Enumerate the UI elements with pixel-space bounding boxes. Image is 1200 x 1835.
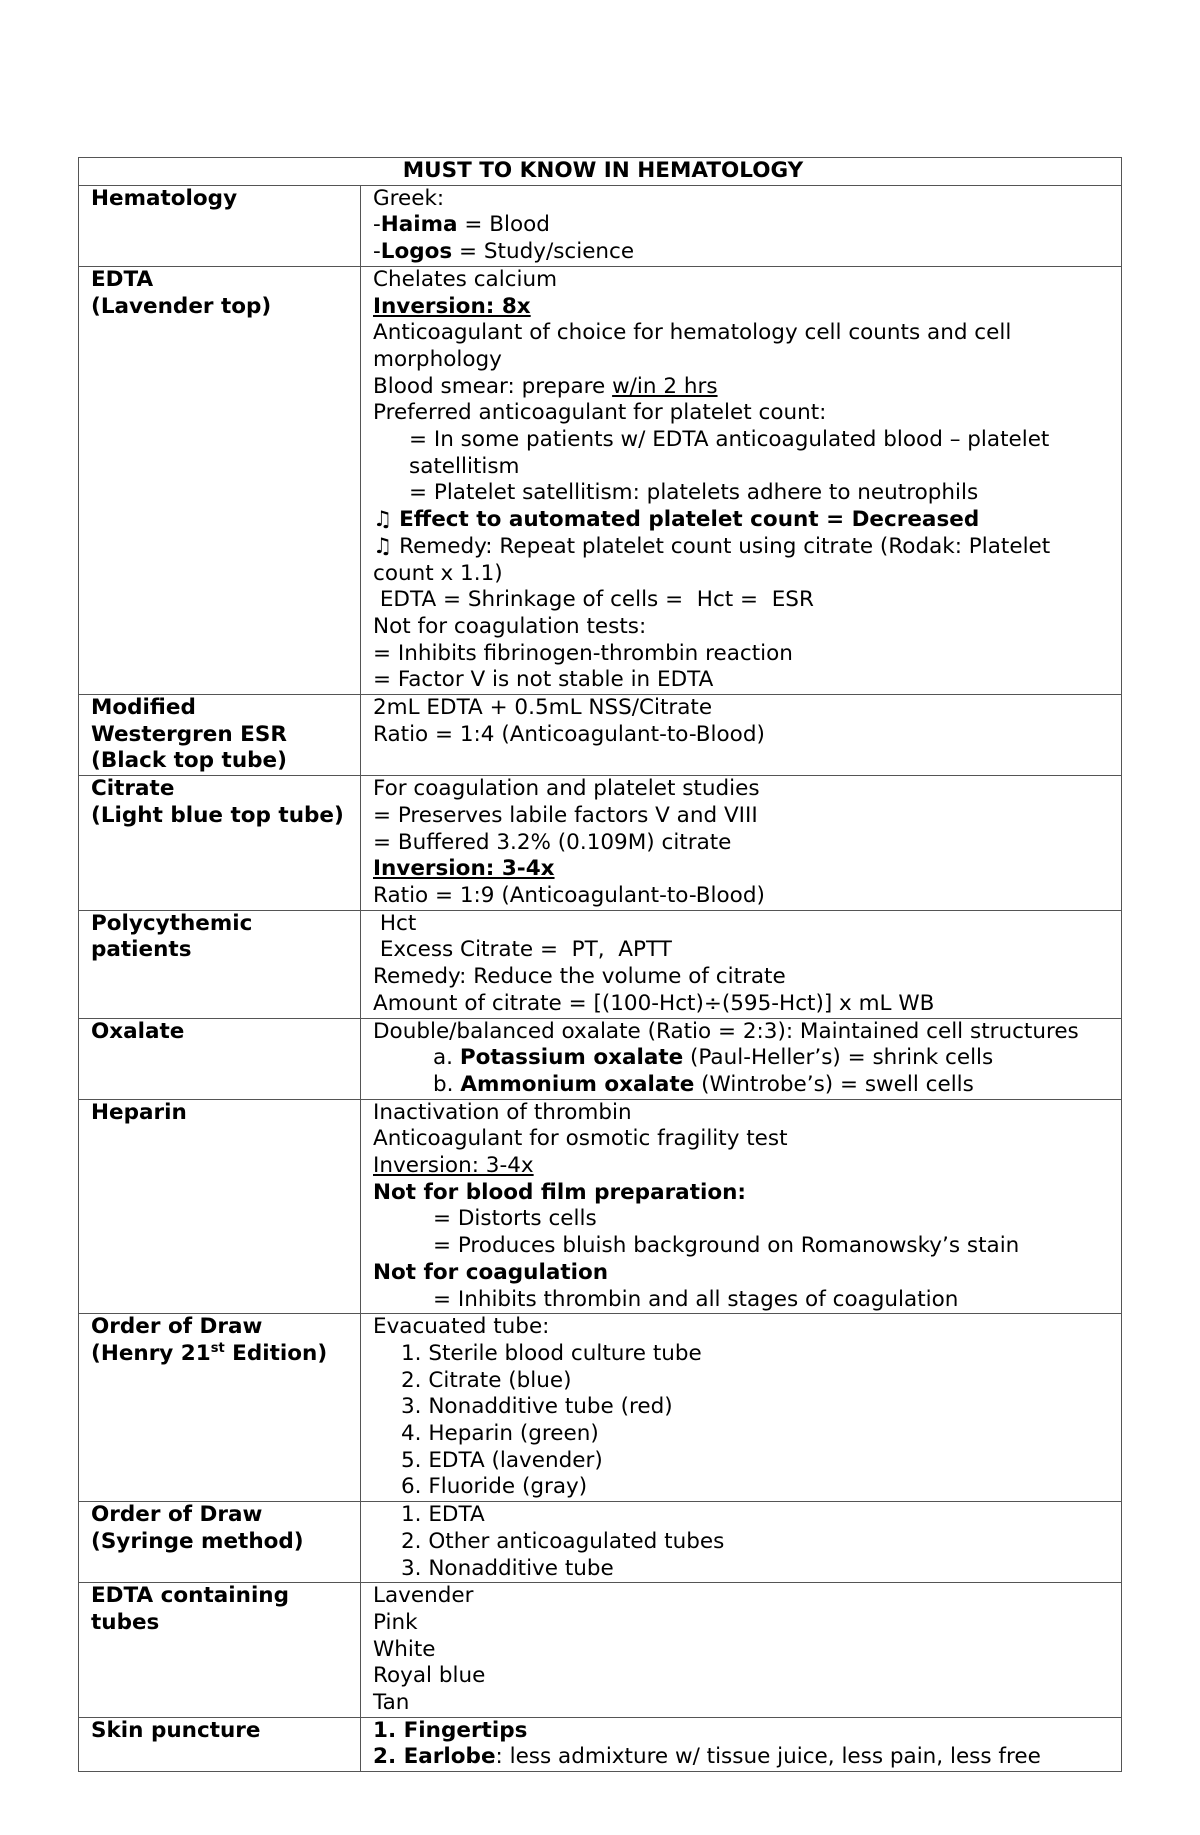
superscript: st <box>210 1340 225 1356</box>
list-item: 1. EDTA <box>401 1502 485 1528</box>
text-line: 2mL EDTA + 0.5mL NSS/Citrate <box>373 695 713 721</box>
text-line: Inactivation of thrombin <box>373 1099 632 1125</box>
table-row <box>79 776 1122 911</box>
bold-term: 1. Fingertips <box>373 1717 528 1743</box>
text-line: = Distorts cells <box>433 1206 597 1232</box>
list-item: 4. Heparin (green) <box>401 1421 599 1447</box>
text-run: (Henry 21 <box>91 1340 211 1366</box>
text-line: Not for coagulation tests: <box>373 613 647 639</box>
label-line: Polycythemic <box>91 910 253 936</box>
text-line: Inversion: 8x <box>373 293 531 319</box>
bold-term: Ammonium oxalate <box>460 1071 695 1097</box>
table-row <box>79 185 1122 266</box>
label-line <box>91 1341 354 1368</box>
row-label-edta <box>79 266 361 694</box>
row-content-westergren <box>361 695 1122 776</box>
text-line: Excess Citrate = PT, APTT <box>373 937 672 963</box>
text-line: = Buffered 3.2% (0.109M) citrate <box>373 829 732 855</box>
row-content-oxalate <box>361 1018 1122 1099</box>
text-line: Chelates calcium <box>373 266 558 292</box>
text-line: = Platelet satellitism: platelets adhere to neutrophils <box>409 480 979 506</box>
label-line: (Black top tube) <box>91 748 287 774</box>
list-item: 5. EDTA (lavender) <box>401 1447 603 1473</box>
label-line: EDTA containing <box>91 1583 290 1609</box>
table-row <box>79 1502 1122 1583</box>
text-line: = Inhibits thrombin and all stages of coagulation <box>433 1286 959 1312</box>
text-line <box>373 374 1115 401</box>
text-line <box>373 1045 1115 1072</box>
underlined-text: w/in 2 hrs <box>612 373 718 399</box>
text-line <box>373 507 1115 534</box>
text-run: (Paul-Heller’s) = shrink cells <box>683 1045 994 1071</box>
label-line: (Light blue top tube) <box>91 802 344 828</box>
list-item: White <box>373 1636 436 1662</box>
row-content-hematology <box>361 185 1122 266</box>
text-line: Preferred anticoagulant for platelet count: <box>373 400 827 426</box>
text-run: : less admixture w/ tissue juice, less pain, less free <box>495 1744 1041 1770</box>
text-line: = Produces bluish background on Romanowsky’s stain <box>433 1233 1020 1259</box>
text-run: - <box>373 212 381 238</box>
bold-term: Effect to automated platelet count = Decreased <box>399 507 980 533</box>
label-line: Modified <box>91 695 196 721</box>
row-content-order-draw <box>361 1314 1122 1502</box>
text-line: Evacuated tube: <box>373 1314 550 1340</box>
label-line: Hematology <box>91 185 238 211</box>
list-item: Royal blue <box>373 1663 486 1689</box>
text-run: = Study/science <box>452 239 635 265</box>
text-line <box>373 1744 1115 1771</box>
text-run: Edition) <box>224 1340 328 1366</box>
label-line: tubes <box>91 1609 160 1635</box>
bold-term: Not for coagulation <box>373 1259 609 1285</box>
table-row <box>79 266 1122 694</box>
table-row <box>79 1018 1122 1099</box>
text-line: For coagulation and platelet studies <box>373 776 760 802</box>
text-run: Blood smear: prepare <box>373 373 613 399</box>
list-item: 2. Other anticoagulated tubes <box>401 1528 725 1554</box>
text-line <box>373 1072 1115 1099</box>
text-line: Inversion: 3-4x <box>373 856 555 882</box>
row-content-edta-tubes <box>361 1583 1122 1718</box>
text-line: Anticoagulant of choice for hematology cell counts and cell morphology <box>373 320 1019 372</box>
text-line: = Factor V is not stable in EDTA <box>373 667 714 693</box>
row-content-order-syringe <box>361 1502 1122 1583</box>
text-line <box>373 212 1115 239</box>
table-row <box>79 695 1122 776</box>
row-label-order-syringe <box>79 1502 361 1583</box>
text-run: = In some patients w/ EDTA anticoagulated blood – platelet satellitism <box>409 427 1057 479</box>
text-line: = Inhibits fibrinogen-thrombin reaction <box>373 640 793 666</box>
text-line <box>373 239 1115 266</box>
label-line: Citrate <box>91 776 175 802</box>
row-label-order-draw <box>79 1314 361 1502</box>
text-run: (Wintrobe’s) = swell cells <box>694 1071 974 1097</box>
label-line: Heparin <box>91 1099 187 1125</box>
label-line: (Syringe method) <box>91 1528 304 1554</box>
table-title-row <box>79 158 1122 186</box>
row-label-skin-puncture <box>79 1717 361 1771</box>
table-row <box>79 910 1122 1018</box>
text-line: Greek: <box>373 185 445 211</box>
label-line: Skin puncture <box>91 1717 261 1743</box>
list-item: 3. Nonadditive tube <box>401 1555 614 1581</box>
list-item: 3. Nonadditive tube (red) <box>401 1394 673 1420</box>
row-label-polycythemic <box>79 910 361 1018</box>
text-line <box>373 1718 1115 1745</box>
list-item: Lavender <box>373 1583 474 1609</box>
row-content-edta <box>361 266 1122 694</box>
row-label-edta-tubes <box>79 1583 361 1718</box>
row-label-oxalate <box>79 1018 361 1099</box>
label-line: Oxalate <box>91 1018 185 1044</box>
list-item: Tan <box>373 1690 410 1716</box>
text-line <box>373 427 1115 480</box>
text-run: b. <box>433 1071 461 1097</box>
text-run: - <box>373 239 381 265</box>
text-line: ♫ Remedy: Repeat platelet count using citrate (Rodak: Platelet count x 1.1) <box>373 533 1058 586</box>
hematology-table <box>78 157 1122 1772</box>
bold-term: Potassium oxalate <box>459 1045 684 1071</box>
row-content-polycythemic <box>361 910 1122 1018</box>
label-line: Order of Draw <box>91 1502 263 1528</box>
label-line: (Lavender top) <box>91 293 272 319</box>
bold-term: Logos <box>380 239 453 265</box>
list-item: 2. Citrate (blue) <box>401 1367 572 1393</box>
table-row <box>79 1583 1122 1718</box>
row-content-heparin <box>361 1099 1122 1314</box>
text-run: a. <box>433 1045 460 1071</box>
text-line: Inversion: 3-4x <box>373 1153 534 1179</box>
text-line: Double/balanced oxalate (Ratio = 2:3): Maintained cell structures <box>373 1018 1079 1044</box>
text-line <box>373 1260 1115 1287</box>
table-row <box>79 1717 1122 1771</box>
text-line: = Preserves labile factors V and VIII <box>373 802 758 828</box>
row-label-westergren <box>79 695 361 776</box>
bold-term: Not for blood film preparation: <box>373 1179 747 1205</box>
music-note-icon: ♫ <box>373 507 400 533</box>
table-title: MUST TO KNOW IN HEMATOLOGY <box>79 158 1122 186</box>
table-row <box>79 1099 1122 1314</box>
document-page <box>78 157 1122 1787</box>
list-item: Pink <box>373 1609 418 1635</box>
label-line: Westergren ESR <box>91 721 287 747</box>
list-item: 1. Sterile blood culture tube <box>401 1340 702 1366</box>
bold-term: 2. Earlobe <box>373 1744 496 1770</box>
text-line: Amount of citrate = [(100-Hct)÷(595-Hct)] x mL WB <box>373 990 935 1016</box>
row-content-citrate <box>361 776 1122 911</box>
label-line: patients <box>91 937 192 963</box>
bold-term: Haima <box>380 212 458 238</box>
row-label-hematology <box>79 185 361 266</box>
label-line: EDTA <box>91 266 154 292</box>
row-content-skin-puncture <box>361 1717 1122 1771</box>
list-item: 6. Fluoride (gray) <box>401 1474 588 1500</box>
text-line: EDTA = Shrinkage of cells = Hct = ESR <box>373 587 814 613</box>
table-row <box>79 1314 1122 1502</box>
text-line: Hct <box>373 910 417 936</box>
text-run: = Blood <box>457 212 550 238</box>
text-line: Ratio = 1:9 (Anticoagulant-to-Blood) <box>373 882 765 908</box>
row-label-citrate <box>79 776 361 911</box>
text-line: Remedy: Reduce the volume of citrate <box>373 964 786 990</box>
row-label-heparin <box>79 1099 361 1314</box>
text-line: Ratio = 1:4 (Anticoagulant-to-Blood) <box>373 721 765 747</box>
label-line: Order of Draw <box>91 1314 263 1340</box>
text-line: Anticoagulant for osmotic fragility test <box>373 1126 788 1152</box>
text-line <box>373 1180 1115 1207</box>
